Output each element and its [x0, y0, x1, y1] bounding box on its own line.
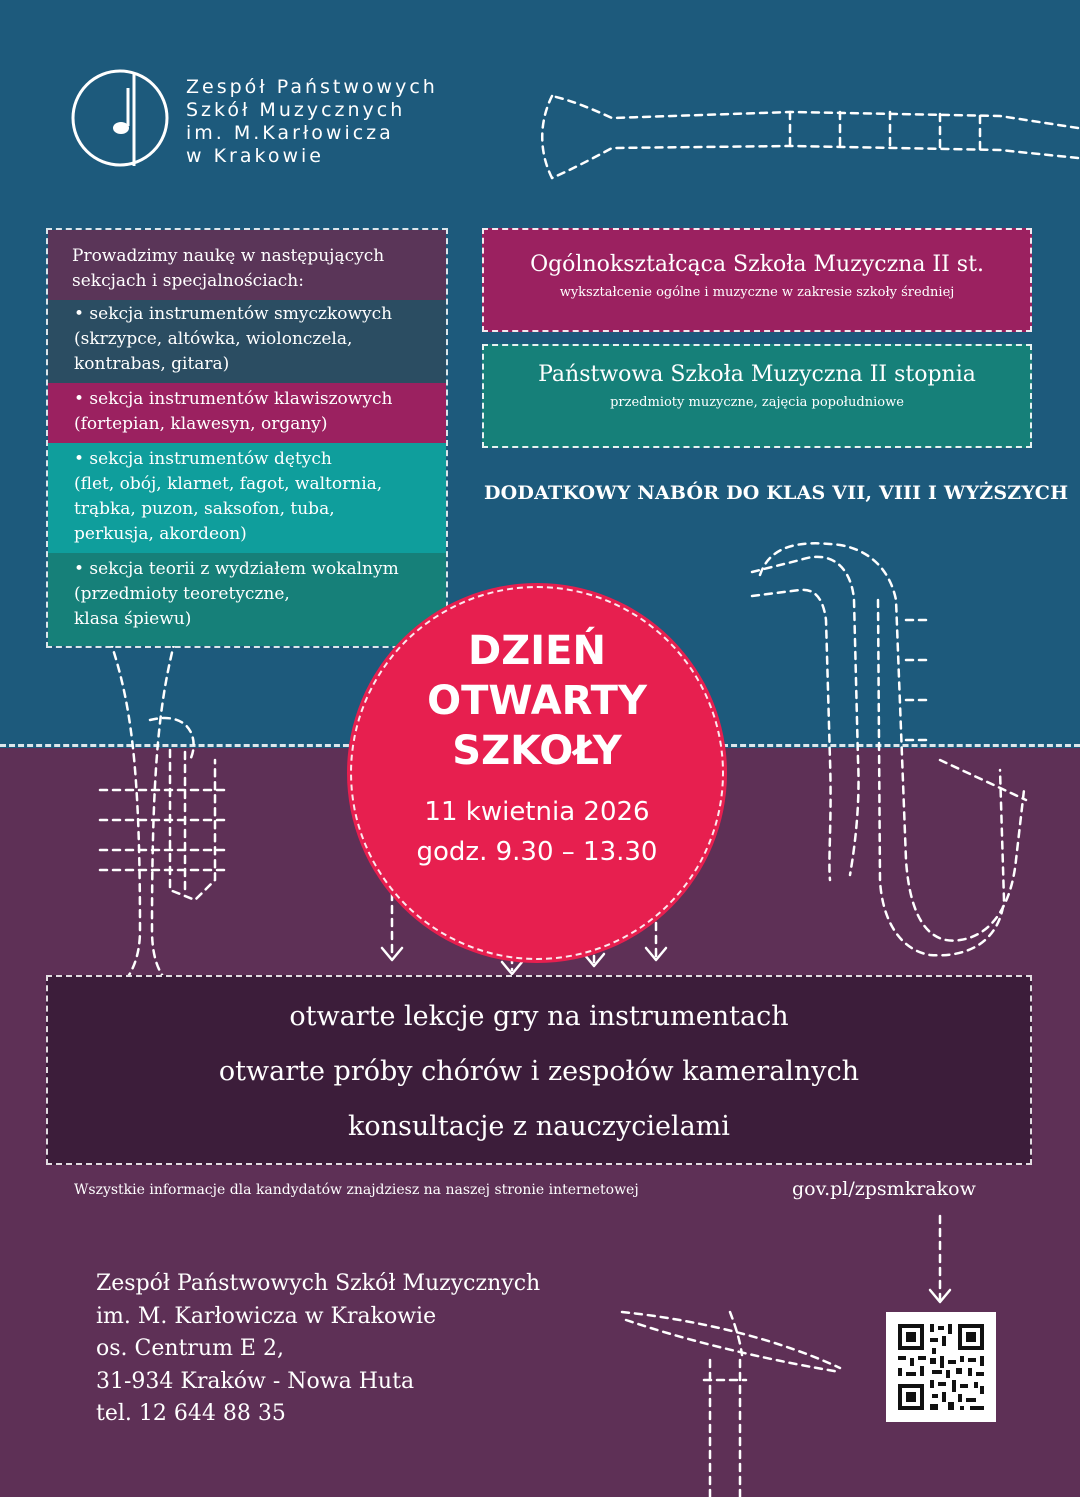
address-line: im. M. Karłowicza w Krakowie [96, 1303, 437, 1329]
heading-line: sekcjach i specjalnościach: [72, 271, 304, 291]
address-line: Zespół Państwowych Szkół Muzycznych [96, 1271, 541, 1296]
section-line: • sekcja instrumentów smyczkowych [74, 304, 393, 324]
qr-code-icon[interactable] [886, 1312, 996, 1422]
activity-item: otwarte lekcje gry na instrumentach [289, 1001, 789, 1032]
section-line: (flet, obój, klarnet, fagot, waltornia, [74, 474, 383, 494]
section-line: (przedmioty teoretyczne, [74, 584, 290, 604]
school-subtitle: przedmioty muzyczne, zajęcia popołudniowe [610, 395, 904, 410]
section-line: klasa śpiewu) [74, 609, 192, 629]
logo-line: Szkół Muzycznych [186, 99, 406, 121]
section-line: (skrzypce, altówka, wiolonczela, [74, 329, 353, 349]
section-strings [48, 300, 446, 383]
activity-item: otwarte próby chórów i zespołów kameralnych [218, 1056, 860, 1087]
activities-box [46, 975, 1032, 1165]
title-line: OTWARTY [427, 678, 647, 724]
website-link[interactable]: gov.pl/zpsmkrakow [792, 1178, 976, 1200]
school-state-music [482, 344, 1032, 448]
open-day-when [352, 792, 722, 872]
section-line: trąbka, puzon, saksofon, tuba, [74, 499, 335, 519]
open-day-badge [350, 586, 724, 960]
address-line: tel. 12 644 88 35 [96, 1401, 286, 1426]
section-line: • sekcja instrumentów dętych [74, 449, 332, 469]
section-line: perkusja, akordeon) [74, 524, 247, 544]
open-day-title [352, 626, 722, 776]
school-logo-text [186, 76, 438, 168]
address-line: 31-934 Kraków - Nowa Huta [96, 1368, 415, 1394]
section-line: (fortepian, klawesyn, organy) [74, 414, 328, 434]
logo-line: w Krakowie [186, 145, 324, 167]
section-line: kontrabas, gitara) [74, 354, 230, 374]
sections-box [46, 228, 448, 648]
sections-heading [48, 230, 446, 300]
address-block [96, 1268, 540, 1431]
section-line: • sekcja instrumentów klawiszowych [74, 389, 393, 409]
school-title: Ogólnokształcąca Szkoła Muzyczna II st. [530, 252, 984, 277]
open-day-date: 11 kwietnia 2026 [424, 797, 650, 827]
info-text: Wszystkie informacje dla kandydatów znajdziesz na naszej stronie internetowej [74, 1182, 639, 1198]
heading-line: Prowadzimy naukę w następujących [72, 246, 385, 266]
title-line: DZIEŃ [468, 628, 606, 674]
section-keyboards [48, 383, 446, 443]
recruitment-note: DODATKOWY NABÓR DO KLAS VII, VIII I WYŻSZYCH [484, 482, 1069, 504]
open-day-hours: godz. 9.30 – 13.30 [416, 837, 658, 867]
section-winds [48, 443, 446, 553]
activity-item: konsultacje z nauczycielami [348, 1111, 730, 1142]
school-general-music [482, 228, 1032, 332]
school-title: Państwowa Szkoła Muzyczna II stopnia [538, 362, 976, 387]
logo-line: im. M.Karłowicza [186, 122, 394, 144]
section-line: • sekcja teorii z wydziałem wokalnym [74, 559, 399, 579]
title-line: SZKOŁY [452, 728, 622, 774]
music-note-circle-icon [70, 68, 170, 168]
school-subtitle: wykształcenie ogólne i muzyczne w zakresie szkoły średniej [559, 285, 955, 300]
logo-line: Zespół Państwowych [186, 76, 438, 98]
address-line: os. Centrum E 2, [96, 1336, 284, 1361]
